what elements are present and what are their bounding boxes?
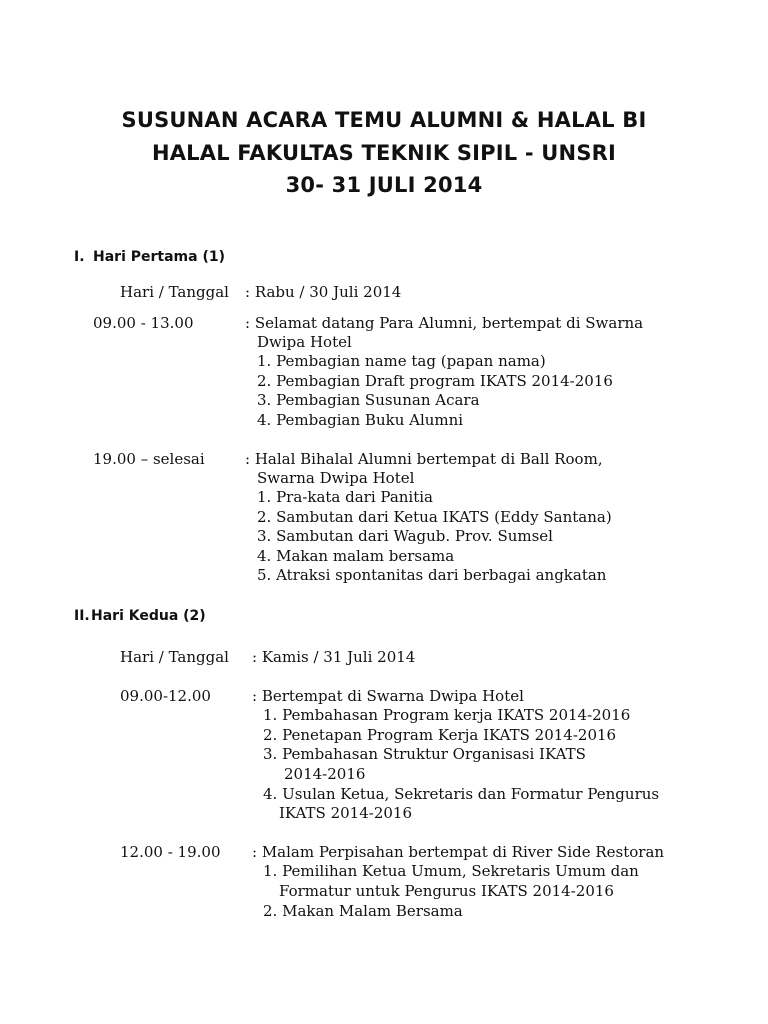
day1-date-value: : Rabu / 30 Juli 2014 <box>245 283 402 301</box>
day1-session1-desc: : Selamat datang Para Alumni, bertempat di Swarna <box>245 314 644 332</box>
list-item: 2. Sambutan dari Ketua IKATS (Eddy Santana) <box>257 508 612 526</box>
day2-date-value: : Kamis / 31 Juli 2014 <box>252 648 416 666</box>
day1-numeral: I. <box>74 249 85 265</box>
list-item: 3. Sambutan dari Wagub. Prov. Sumsel <box>257 527 553 545</box>
day1-session1-desc-cont: Dwipa Hotel <box>257 333 352 351</box>
day2-session2-time: 12.00 - 19.00 <box>120 843 221 861</box>
list-item-cont: Formatur untuk Pengurus IKATS 2014-2016 <box>279 882 614 900</box>
day2-session2-desc: : Malam Perpisahan bertempat di River Side Restoran <box>252 843 665 861</box>
day1-date-label: Hari / Tanggal <box>120 283 229 301</box>
list-item: 4. Pembagian Buku Alumni <box>257 411 464 429</box>
day2-session1-time: 09.00-12.00 <box>120 687 211 705</box>
list-item-cont: 2014-2016 <box>284 765 366 783</box>
title-line-1: SUSUNAN ACARA TEMU ALUMNI & HALAL BI <box>121 108 647 132</box>
day2-heading: Hari Kedua (2) <box>91 608 206 624</box>
list-item: 2. Penetapan Program Kerja IKATS 2014-2016 <box>263 726 617 744</box>
list-item: 4. Usulan Ketua, Sekretaris dan Formatur Pengurus <box>263 785 660 803</box>
title-line-3: 30- 31 JULI 2014 <box>285 173 483 197</box>
list-item: 1. Pembahasan Program kerja IKATS 2014-2016 <box>263 706 631 724</box>
list-item: 3. Pembagian Susunan Acara <box>257 391 480 409</box>
day2-date-label: Hari / Tanggal <box>120 648 229 666</box>
day1-session2-time: 19.00 – selesai <box>93 450 205 468</box>
list-item: 4. Makan malam bersama <box>257 547 455 565</box>
list-item-cont: IKATS 2014-2016 <box>279 804 413 822</box>
day1-heading: Hari Pertama (1) <box>93 249 225 265</box>
list-item: 2. Pembagian Draft program IKATS 2014-2016 <box>257 372 613 390</box>
list-item: 5. Atraksi spontanitas dari berbagai angkatan <box>257 566 607 584</box>
list-item: 1. Pembagian name tag (papan nama) <box>257 352 546 370</box>
title-line-2: HALAL FAKULTAS TEKNIK SIPIL - UNSRI <box>151 141 617 165</box>
list-item: 3. Pembahasan Struktur Organisasi IKATS <box>263 745 586 763</box>
day2-session1-desc: : Bertempat di Swarna Dwipa Hotel <box>252 687 524 705</box>
day1-session2-desc: : Halal Bihalal Alumni bertempat di Ball Room, <box>245 450 603 468</box>
day1-session2-desc-cont: Swarna Dwipa Hotel <box>257 469 415 487</box>
list-item: 1. Pemilihan Ketua Umum, Sekretaris Umum dan <box>263 862 639 880</box>
day2-numeral: II. <box>74 608 90 624</box>
list-item: 1. Pra-kata dari Panitia <box>257 488 433 506</box>
list-item: 2. Makan Malam Bersama <box>263 902 463 920</box>
day1-session1-time: 09.00 - 13.00 <box>93 314 194 332</box>
